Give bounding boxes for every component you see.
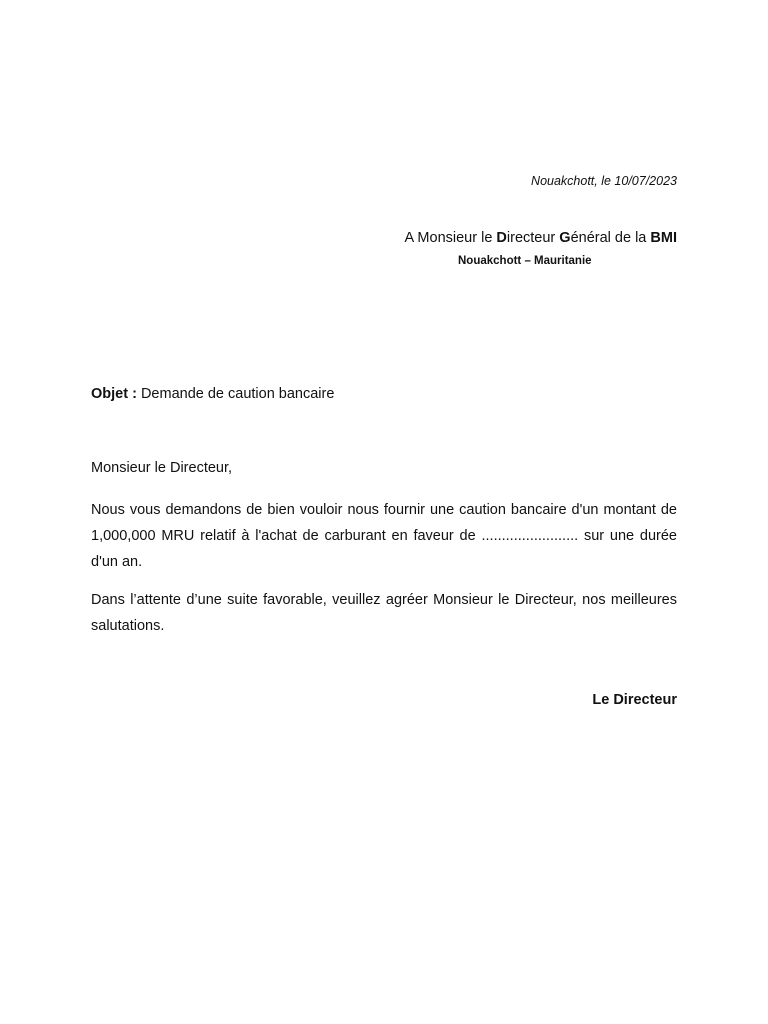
recipient-block xyxy=(405,228,677,248)
recipient-de-la: de la xyxy=(614,230,647,246)
recipient-general xyxy=(559,230,611,246)
recipient-line xyxy=(405,228,677,248)
recipient-general-rest: énéral xyxy=(570,230,611,246)
recipient-bank: BMI xyxy=(650,230,677,246)
recipient-prefix: A xyxy=(404,230,414,246)
letter-date: Nouakchott, le 10/07/2023 xyxy=(531,174,677,188)
recipient-le: le xyxy=(481,230,493,246)
body-paragraph-1 xyxy=(91,497,677,575)
paragraph-1-amount-head: 1 xyxy=(91,528,100,544)
letter-signature: Le Directeur xyxy=(592,692,677,708)
recipient-directeur xyxy=(496,230,555,246)
recipient-directeur-initial: D xyxy=(496,230,507,246)
paragraph-1-before: Nous vous demandons de bien vouloir nous fournir une caution bancaire d'un montant de xyxy=(91,502,677,518)
recipient-monsieur: Monsieur xyxy=(417,230,478,246)
recipient-city: Nouakchott – Mauritanie xyxy=(458,255,592,267)
paragraph-1-after: MRU relatif à l'achat de carburant en faveur de ........................ sur une durée d'un an. xyxy=(91,528,677,570)
body-paragraph-2: Dans l’attente d’une suite favorable, veuillez agréer Monsieur le Directeur, nos meilleures salutations. xyxy=(91,592,677,634)
recipient-directeur-rest: irecteur xyxy=(506,230,556,246)
subject-text: Demande de caution bancaire xyxy=(140,386,335,402)
subject-label: Objet : xyxy=(91,386,137,402)
letter-subject xyxy=(91,386,334,402)
recipient-general-initial: G xyxy=(559,230,571,246)
paragraph-1-amount-tail: ,000,000 xyxy=(99,528,156,544)
letter-salutation: Monsieur le Directeur, xyxy=(91,460,233,476)
